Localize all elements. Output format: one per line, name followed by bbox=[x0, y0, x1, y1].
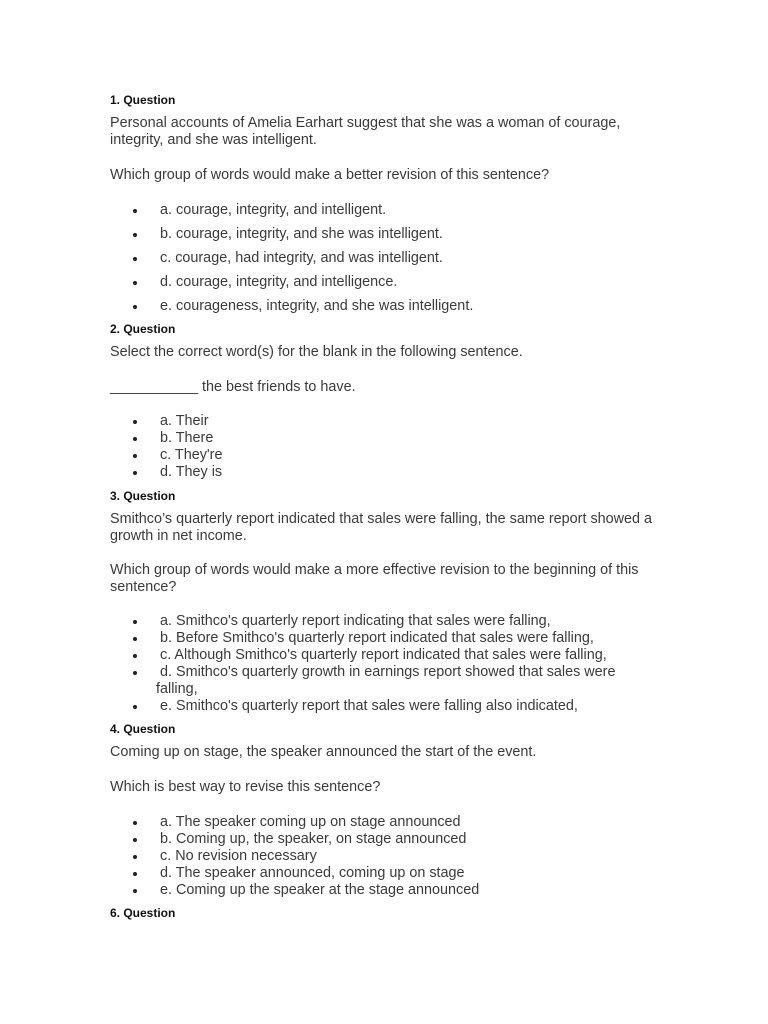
bullet-icon bbox=[133, 671, 137, 675]
question-4-prompt: Coming up on stage, the speaker announced the start of the event. bbox=[110, 744, 537, 760]
bullet-icon bbox=[133, 209, 137, 213]
list-item: b. Before Smithco's quarterly report indicated that sales were falling, bbox=[110, 630, 670, 647]
list-item: c. Although Smithco's quarterly report indicated that sales were falling, bbox=[110, 647, 670, 664]
question-3-instruction: Which group of words would make a more effective revision to the beginning of this sentence? bbox=[110, 562, 639, 595]
question-2-instruction: ___________ the best friends to have. bbox=[110, 379, 356, 395]
list-item: a. Their bbox=[110, 413, 670, 430]
bullet-icon bbox=[133, 872, 137, 876]
question-2-prompt: Select the correct word(s) for the blank in the following sentence. bbox=[110, 344, 523, 360]
bullet-icon bbox=[133, 437, 137, 441]
question-2-heading: 2. Question bbox=[110, 322, 176, 336]
bullet-icon bbox=[133, 471, 137, 475]
list-item: a. The speaker coming up on stage announced bbox=[110, 814, 670, 831]
list-item: b. There bbox=[110, 430, 670, 447]
list-item: c. They're bbox=[110, 447, 670, 464]
question-3-prompt: Smithco’s quarterly report indicated that sales were falling, the same report showed a growth in net income. bbox=[110, 511, 653, 544]
list-item: a. Smithco's quarterly report indicating that sales were falling, bbox=[110, 613, 670, 630]
bullet-icon bbox=[133, 305, 137, 309]
bullet-icon bbox=[133, 705, 137, 709]
list-item: d. The speaker announced, coming up on stage bbox=[110, 865, 670, 882]
list-item: c. No revision necessary bbox=[110, 848, 670, 865]
bullet-icon bbox=[133, 637, 137, 641]
question-2-options bbox=[110, 413, 670, 481]
bullet-icon bbox=[133, 281, 137, 285]
list-item: c. courage, had integrity, and was intelligent. bbox=[110, 250, 670, 267]
bullet-icon bbox=[133, 420, 137, 424]
list-item: d. Smithco's quarterly growth in earnings report showed that sales were falling, bbox=[110, 664, 670, 698]
question-4-instruction: Which is best way to revise this sentence? bbox=[110, 779, 381, 795]
option-d-continuation: falling, bbox=[156, 681, 198, 697]
bullet-icon bbox=[133, 838, 137, 842]
bullet-icon bbox=[133, 821, 137, 825]
list-item: b. courage, integrity, and she was intelligent. bbox=[110, 226, 670, 243]
question-3-heading: 3. Question bbox=[110, 489, 176, 503]
question-4-options bbox=[110, 814, 670, 899]
question-1-instruction: Which group of words would make a better revision of this sentence? bbox=[110, 167, 550, 183]
question-1-prompt: Personal accounts of Amelia Earhart suggest that she was a woman of courage, integrity, and she was intelligent. bbox=[110, 115, 621, 148]
bullet-icon bbox=[133, 257, 137, 261]
question-4-heading: 4. Question bbox=[110, 722, 176, 736]
list-item: e. Smithco's quarterly report that sales were falling also indicated, bbox=[110, 698, 670, 715]
list-item: e. courageness, integrity, and she was intelligent. bbox=[110, 298, 670, 315]
list-item: e. Coming up the speaker at the stage announced bbox=[110, 882, 670, 899]
bullet-icon bbox=[133, 620, 137, 624]
bullet-icon bbox=[133, 454, 137, 458]
question-1-options bbox=[110, 202, 670, 315]
list-item: a. courage, integrity, and intelligent. bbox=[110, 202, 670, 219]
question-3-options bbox=[110, 613, 670, 715]
question-1-heading: 1. Question bbox=[110, 93, 176, 107]
bullet-icon bbox=[133, 654, 137, 658]
list-item: d. They is bbox=[110, 464, 670, 481]
bullet-icon bbox=[133, 889, 137, 893]
list-item: d. courage, integrity, and intelligence. bbox=[110, 274, 670, 291]
bullet-icon bbox=[133, 233, 137, 237]
list-item: b. Coming up, the speaker, on stage announced bbox=[110, 831, 670, 848]
bullet-icon bbox=[133, 855, 137, 859]
question-6-heading: 6. Question bbox=[110, 906, 176, 920]
